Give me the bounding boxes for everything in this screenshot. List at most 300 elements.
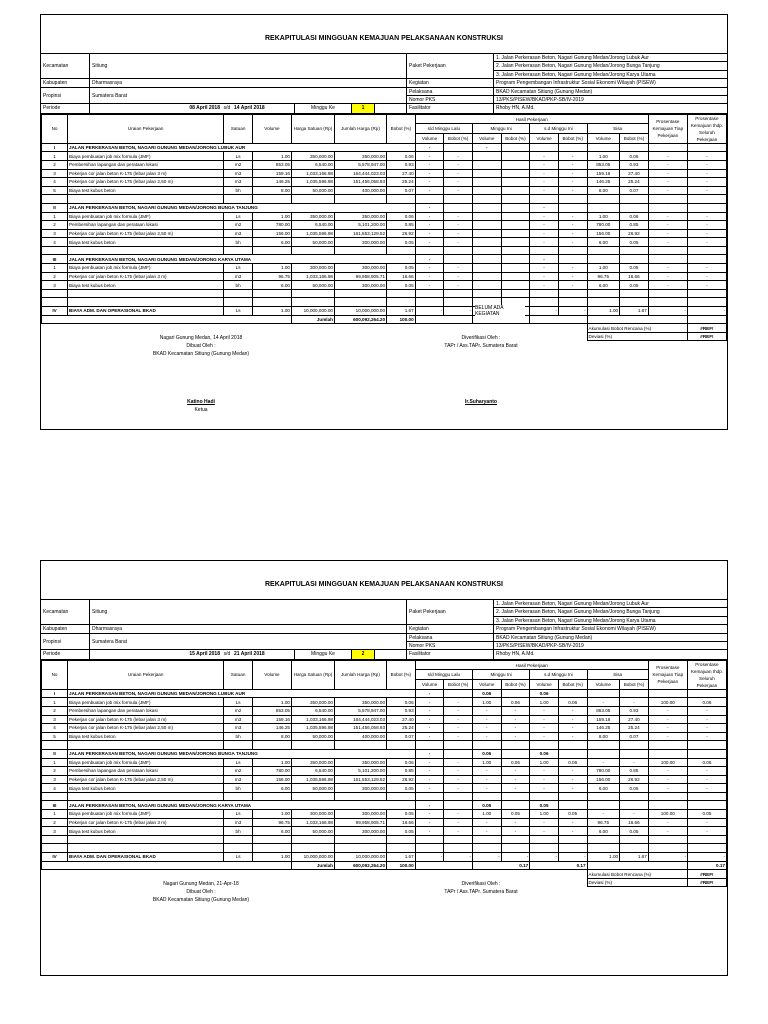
empty-cell xyxy=(68,844,224,853)
table-row xyxy=(42,827,727,836)
empty-cell xyxy=(224,741,253,750)
table-row xyxy=(42,706,727,715)
empty-cell xyxy=(252,741,291,750)
table-cell: 1 xyxy=(42,212,68,221)
empty-cell xyxy=(252,246,291,255)
table-cell: Pekerjan cor jalan beton K-175 (lebar jalan 3 m) xyxy=(68,169,224,178)
table-cell: 159.16 xyxy=(252,169,291,178)
empty-cell xyxy=(291,741,334,750)
column-header: Jumlah Harga (Rp) xyxy=(334,660,386,689)
table-cell: Pekerjan cor jalan beton K-175 (lebar jalan 3 m) xyxy=(68,715,224,724)
table-cell: m3 xyxy=(224,169,253,178)
table-cell: 300,000.00 xyxy=(334,827,386,836)
table-cell: m2 xyxy=(224,706,253,715)
table-cell: 16.66 xyxy=(387,818,416,827)
date-end: 14 April 2018 xyxy=(234,104,295,112)
column-header: Bobot (%) xyxy=(387,660,416,689)
value-pelaksana: BKAD Kecamatan Sitiung (Gunung Medan) xyxy=(494,634,727,642)
table-cell: 6.00 xyxy=(587,281,620,290)
empty-cell xyxy=(558,246,587,255)
table-cell: 1.00 xyxy=(252,264,291,273)
table-cell: - xyxy=(444,221,473,230)
table-cell: - xyxy=(444,732,473,741)
table-cell: 0.85 xyxy=(387,767,416,776)
empty-cell xyxy=(472,741,501,750)
table-cell: - xyxy=(415,160,444,169)
table-cell: 1.00 xyxy=(587,853,620,862)
table-cell xyxy=(501,221,530,230)
table-cell: 1.00 xyxy=(252,307,291,316)
value-fasilitator: Rhoby HN, A.Md. xyxy=(496,105,535,112)
table-cell: Ls xyxy=(224,307,253,316)
table-cell: - xyxy=(444,212,473,221)
empty-cell xyxy=(291,298,334,307)
table-cell: Biaya pembuatan job mix formula (JMF) xyxy=(68,152,224,161)
table-cell: 0.93 xyxy=(387,160,416,169)
table-cell: - xyxy=(530,853,559,862)
column-header: Volume xyxy=(587,680,620,690)
section-row xyxy=(42,255,727,264)
empty-cell xyxy=(472,844,501,853)
table-cell: 1 xyxy=(42,152,68,161)
table-cell: 4 xyxy=(42,238,68,247)
table-cell: - xyxy=(687,732,726,741)
table-cell: 1.00 xyxy=(472,758,501,767)
table-cell: 350,000.00 xyxy=(291,212,334,221)
table-cell: 6.00 xyxy=(587,784,620,793)
table-cell: - xyxy=(530,281,559,290)
sign-tapr: TAPr / Ass.TAPr. Sumatera Barat xyxy=(444,889,518,896)
table-cell: - xyxy=(587,810,620,819)
table-row xyxy=(42,152,727,161)
column-header: Volume xyxy=(252,660,291,689)
summary-row xyxy=(42,324,727,333)
column-header: Prosentase Kemajuan thdp. Seluruh Pekerjaan xyxy=(687,114,726,143)
table-cell: - xyxy=(444,706,473,715)
value-propinsi: Sumatera Barat xyxy=(90,634,406,651)
table-cell xyxy=(501,281,530,290)
table-row xyxy=(42,221,727,230)
empty-cell xyxy=(415,835,444,844)
sign-diverifikasi: Diverifikasi Oleh : xyxy=(461,335,501,342)
table-cell: - xyxy=(444,853,473,862)
table-cell xyxy=(501,749,530,758)
table-cell: Ls xyxy=(224,152,253,161)
table-cell: Ls xyxy=(224,810,253,819)
paket-line: 1. Jalan Perkerasan Beton, Nagari Gunung Medan/Jorong Lubuk Aur xyxy=(494,600,727,608)
table-cell: JALAN PERKERASAN BETON, NAGARI GUNUNG MEDAN/JORONG BUNGA TANJUNG xyxy=(68,749,416,758)
table-cell: - xyxy=(415,238,444,247)
table-cell xyxy=(558,203,587,212)
table-cell: m3 xyxy=(224,715,253,724)
empty-cell xyxy=(687,203,726,212)
table-cell: - xyxy=(415,152,444,161)
table-cell xyxy=(444,749,473,758)
table-cell xyxy=(501,143,530,152)
sign-org: BKAD Kecamatan Sitiung (Gunung Medan) xyxy=(152,897,250,904)
header-row xyxy=(42,660,727,670)
empty-cell xyxy=(530,741,559,750)
empty-cell xyxy=(648,195,687,204)
table-cell: 3 xyxy=(42,715,68,724)
table-cell: 16.66 xyxy=(387,272,416,281)
table-cell: 26.92 xyxy=(620,229,649,238)
table-cell: 1,035,596.98 xyxy=(291,178,334,187)
column-header: Bobot (%) xyxy=(620,680,649,690)
empty-cell xyxy=(387,289,416,298)
column-header: No xyxy=(42,660,68,689)
table-cell xyxy=(472,221,501,230)
table-cell: - xyxy=(687,827,726,836)
empty-cell xyxy=(687,689,726,698)
periode-row xyxy=(90,650,406,658)
empty-cell xyxy=(444,792,473,801)
empty-cell xyxy=(444,844,473,853)
label-kecamatan: Kecamatan xyxy=(41,54,89,79)
table-cell: 1.00 xyxy=(530,758,559,767)
empty-cell xyxy=(530,246,559,255)
empty-cell xyxy=(387,835,416,844)
empty-cell xyxy=(334,195,386,204)
table-cell: 0.07 xyxy=(387,186,416,195)
table-cell xyxy=(472,186,501,195)
column-header: Bobot (%) xyxy=(558,680,587,690)
table-cell: - xyxy=(648,169,687,178)
total-row xyxy=(42,861,727,870)
table-cell: 100.00 xyxy=(387,315,416,324)
table-cell xyxy=(620,689,649,698)
table-cell: m3 xyxy=(224,775,253,784)
label-kabupaten: Kabupaten xyxy=(41,79,89,87)
table-cell: - xyxy=(687,767,726,776)
spacer-row xyxy=(42,844,727,853)
table-cell: 10,000,000.00 xyxy=(334,307,386,316)
table-cell: IV xyxy=(42,853,68,862)
table-cell: 50,000.00 xyxy=(291,827,334,836)
table-cell: 151,456,058.93 xyxy=(334,178,386,187)
column-header: Harga Satuan (Rp) xyxy=(291,114,334,143)
table-cell: m2 xyxy=(224,767,253,776)
table-cell: - xyxy=(558,706,587,715)
table-cell: 0.06 xyxy=(620,152,649,161)
table-cell: 159.16 xyxy=(587,169,620,178)
table-cell xyxy=(472,255,501,264)
table-cell: Akumulasi Bobot Rencana (%) xyxy=(587,324,687,333)
table-cell: 3 xyxy=(42,281,68,290)
empty-cell xyxy=(687,255,726,264)
table-cell: - xyxy=(444,152,473,161)
table-cell: - xyxy=(687,784,726,793)
table-cell: 1 xyxy=(42,810,68,819)
column-header: Bobot (%) xyxy=(387,114,416,143)
empty-cell xyxy=(42,195,68,204)
table-cell: - xyxy=(648,229,687,238)
label-paket: Paket Pekerjaan xyxy=(407,600,493,625)
table-cell: - xyxy=(415,706,444,715)
table-cell: bh xyxy=(224,281,253,290)
table-cell: - xyxy=(530,203,559,212)
empty-cell xyxy=(687,298,726,307)
table-cell: 0.05 xyxy=(501,810,530,819)
table-cell: - xyxy=(587,698,620,707)
table-cell: Biaya test kubus beton xyxy=(68,281,224,290)
table-cell: - xyxy=(558,818,587,827)
table-cell: - xyxy=(687,818,726,827)
column-header: Volume xyxy=(530,680,559,690)
table-cell: 2 xyxy=(42,160,68,169)
empty-cell xyxy=(68,792,224,801)
table-cell: 50,000.00 xyxy=(291,186,334,195)
empty-cell xyxy=(648,835,687,844)
table-cell: - xyxy=(687,186,726,195)
table-cell: bh xyxy=(224,732,253,741)
progress-table xyxy=(41,114,727,342)
empty-cell xyxy=(252,844,291,853)
table-cell: - xyxy=(648,212,687,221)
table-cell: 300,000.00 xyxy=(334,784,386,793)
signer-name-left: Katino Hadi xyxy=(187,399,215,406)
table-cell xyxy=(501,169,530,178)
table-cell: 1 xyxy=(42,698,68,707)
table-cell: JALAN PERKERASAN BETON, NAGARI GUNUNG MEDAN/JORONG LUBUK AUR xyxy=(68,143,416,152)
table-cell: bh xyxy=(224,784,253,793)
table-cell: - xyxy=(558,178,587,187)
table-cell: - xyxy=(415,281,444,290)
table-cell: 8.00 xyxy=(587,732,620,741)
table-cell: 5 xyxy=(42,186,68,195)
table-cell: 100.00 xyxy=(387,861,416,870)
table-cell xyxy=(472,281,501,290)
empty-cell xyxy=(415,298,444,307)
empty-cell xyxy=(648,801,687,810)
table-cell: - xyxy=(415,698,444,707)
table-cell: - xyxy=(530,212,559,221)
header-row xyxy=(42,114,727,124)
table-cell: 780.00 xyxy=(252,221,291,230)
table-cell: 0.05 xyxy=(387,281,416,290)
table-cell xyxy=(530,143,559,152)
table-cell: 1.00 xyxy=(530,810,559,819)
table-cell: 5,578,947.00 xyxy=(334,706,386,715)
table-cell: 853.05 xyxy=(252,706,291,715)
empty-cell xyxy=(558,195,587,204)
table-cell: - xyxy=(530,238,559,247)
table-cell: - xyxy=(501,775,530,784)
table-row xyxy=(42,732,727,741)
empty-cell xyxy=(472,289,501,298)
table-cell: III xyxy=(42,255,68,264)
table-cell: Biaya pembuatan job mix formula (JMF) xyxy=(68,698,224,707)
table-cell: 164,444,023.03 xyxy=(334,169,386,178)
value-kegiatan: Program Pengembangan Infrastruktur Sosial Ekonomi Wilayah (PISEW) xyxy=(494,625,727,633)
table-cell: - xyxy=(648,767,687,776)
label-kegiatan: Kegiatan xyxy=(407,79,493,87)
table-cell: 1.00 xyxy=(587,307,620,316)
empty-cell xyxy=(687,741,726,750)
table-cell: 300,000.00 xyxy=(291,264,334,273)
empty-cell xyxy=(42,741,68,750)
empty-cell xyxy=(42,792,68,801)
table-cell xyxy=(587,801,620,810)
table-cell: 300,000.00 xyxy=(334,238,386,247)
empty-cell xyxy=(42,861,292,870)
table-cell: - xyxy=(558,724,587,733)
table-cell: 350,000.00 xyxy=(291,152,334,161)
table-cell: IV xyxy=(42,307,68,316)
empty-cell xyxy=(648,844,687,853)
table-cell: 0.06 xyxy=(501,758,530,767)
table-cell: 6,540.00 xyxy=(291,160,334,169)
label-propinsi: Propinsi xyxy=(41,88,89,105)
empty-cell xyxy=(252,289,291,298)
table-cell xyxy=(587,749,620,758)
table-cell: - xyxy=(530,307,559,316)
table-cell: - xyxy=(415,272,444,281)
table-cell: 1,035,596.98 xyxy=(291,775,334,784)
table-cell xyxy=(472,264,501,273)
table-cell: 1.00 xyxy=(252,810,291,819)
empty-cell xyxy=(291,289,334,298)
table-cell: JALAN PERKERASAN BETON, NAGARI GUNUNG MEDAN/JORONG BUNGA TANJUNG xyxy=(68,203,416,212)
table-cell: - xyxy=(444,775,473,784)
table-cell: - xyxy=(530,706,559,715)
table-cell: 0.06 xyxy=(687,698,726,707)
table-cell: - xyxy=(472,724,501,733)
table-cell: - xyxy=(444,307,473,316)
periode-row xyxy=(90,104,406,112)
table-cell: 600,092,264.20 xyxy=(334,861,386,870)
table-cell: II xyxy=(42,749,68,758)
table-cell: - xyxy=(415,221,444,230)
label-nomor-pks: Nomor PKS xyxy=(407,96,493,104)
table-cell xyxy=(472,238,501,247)
empty-cell xyxy=(587,315,687,324)
table-cell: - xyxy=(558,775,587,784)
table-cell: Biaya test kubus beton xyxy=(68,732,224,741)
empty-cell xyxy=(648,255,687,264)
table-cell: 146.25 xyxy=(252,724,291,733)
table-cell: 0.17 xyxy=(687,861,726,870)
empty-cell xyxy=(648,689,687,698)
empty-cell xyxy=(687,835,726,844)
column-header: Minggu Ini xyxy=(472,124,529,134)
table-cell: - xyxy=(648,307,687,316)
empty-cell xyxy=(68,289,224,298)
empty-cell xyxy=(587,741,620,750)
paket-line: 2. Jalan Perkerasan Beton, Nagari Gunung Medan/Jorong Bunga Tanjung xyxy=(494,608,727,616)
signer-name-right: Ir.Suharyanto xyxy=(465,399,497,406)
table-cell: 0.93 xyxy=(387,706,416,715)
value-nomor-pks: 13/PKS/PISEW/BKAD/PKP-SB/IV-2019 xyxy=(494,96,727,104)
table-cell: 600,092,264.20 xyxy=(334,315,386,324)
table-cell: 1.67 xyxy=(620,307,649,316)
empty-cell xyxy=(224,298,253,307)
empty-cell xyxy=(620,844,649,853)
empty-cell xyxy=(415,792,444,801)
table-cell: 1.00 xyxy=(252,758,291,767)
minggu-ke-value: 1 xyxy=(352,104,375,112)
empty-cell xyxy=(530,844,559,853)
table-cell: 1.00 xyxy=(472,810,501,819)
empty-cell xyxy=(224,835,253,844)
table-cell: 8.00 xyxy=(252,186,291,195)
table-cell: - xyxy=(415,186,444,195)
table-cell: 0.07 xyxy=(620,186,649,195)
table-cell: 0.06 xyxy=(387,698,416,707)
empty-cell xyxy=(620,246,649,255)
table-cell: 1.00 xyxy=(472,698,501,707)
table-cell xyxy=(472,178,501,187)
table-cell: 853.05 xyxy=(587,160,620,169)
table-cell: 0.05 xyxy=(530,801,559,810)
table-cell: - xyxy=(415,758,444,767)
table-cell: - xyxy=(444,281,473,290)
table-cell: - xyxy=(444,724,473,733)
table-cell: 0.85 xyxy=(620,221,649,230)
label-kegiatan: Kegiatan xyxy=(407,625,493,633)
label-minggu-ke: Minggu Ke xyxy=(295,104,352,112)
table-cell xyxy=(501,203,530,212)
table-cell xyxy=(558,255,587,264)
table-cell: Pekerjan cor jalan beton K-175 (lebar jalan 2,50 m) xyxy=(68,229,224,238)
column-header: Hasil Pekerjaan xyxy=(415,114,648,124)
column-header: Volume xyxy=(530,134,559,144)
sign-place-date: Nagari Gunung Medan, 21-Apr-18 xyxy=(163,881,239,888)
column-header: Prosentase Kemajuan Tiap Pekerjaan xyxy=(648,660,687,689)
empty-cell xyxy=(415,246,444,255)
table-cell: - xyxy=(558,229,587,238)
table-cell: 0.17 xyxy=(472,861,529,870)
sign-org: BKAD Kecamatan Sitiung (Gunung Medan) xyxy=(152,351,250,358)
table-cell: - xyxy=(444,160,473,169)
empty-cell xyxy=(42,246,68,255)
table-cell: Pekerjan cor jalan beton K-175 (lebar jalan 3 m) xyxy=(68,818,224,827)
table-cell: Pekerjan cor jalan beton K-175 (lebar jalan 3 m) xyxy=(68,272,224,281)
table-cell: 0.05 xyxy=(387,238,416,247)
table-cell: 0.07 xyxy=(620,732,649,741)
table-cell xyxy=(472,160,501,169)
column-header: s.d Minggu Ini xyxy=(530,124,587,134)
table-cell: Biaya test kubus beton xyxy=(68,238,224,247)
table-cell: - xyxy=(530,784,559,793)
table-cell: - xyxy=(530,255,559,264)
column-header: Satuan xyxy=(224,660,253,689)
table-cell: I xyxy=(42,143,68,152)
table-cell: 27.40 xyxy=(620,715,649,724)
table-cell: bh xyxy=(224,827,253,836)
table-cell: Pembersihan lapangan dan perataan lokasi xyxy=(68,221,224,230)
table-cell: Pembersihan lapangan dan perataan lokasi xyxy=(68,706,224,715)
summary-row xyxy=(42,870,727,879)
table-cell: Akumulasi Bobot Rencana (%) xyxy=(587,870,687,879)
table-cell: 300,000.00 xyxy=(334,264,386,273)
table-cell xyxy=(620,255,649,264)
table-cell: Jumlah xyxy=(291,861,334,870)
table-cell: 96.75 xyxy=(587,272,620,281)
table-cell: 0.05 xyxy=(687,810,726,819)
table-cell: - xyxy=(530,732,559,741)
table-cell: Biaya test kubus beton xyxy=(68,827,224,836)
table-cell: 26.92 xyxy=(387,775,416,784)
table-cell: Jumlah xyxy=(291,315,334,324)
table-cell: - xyxy=(444,229,473,238)
table-cell: Ls xyxy=(224,853,253,862)
table-cell: 8.00 xyxy=(252,732,291,741)
date-sep: s/d xyxy=(223,105,231,112)
table-cell: 1.00 xyxy=(252,212,291,221)
empty-cell xyxy=(530,298,559,307)
empty-cell xyxy=(415,195,444,204)
